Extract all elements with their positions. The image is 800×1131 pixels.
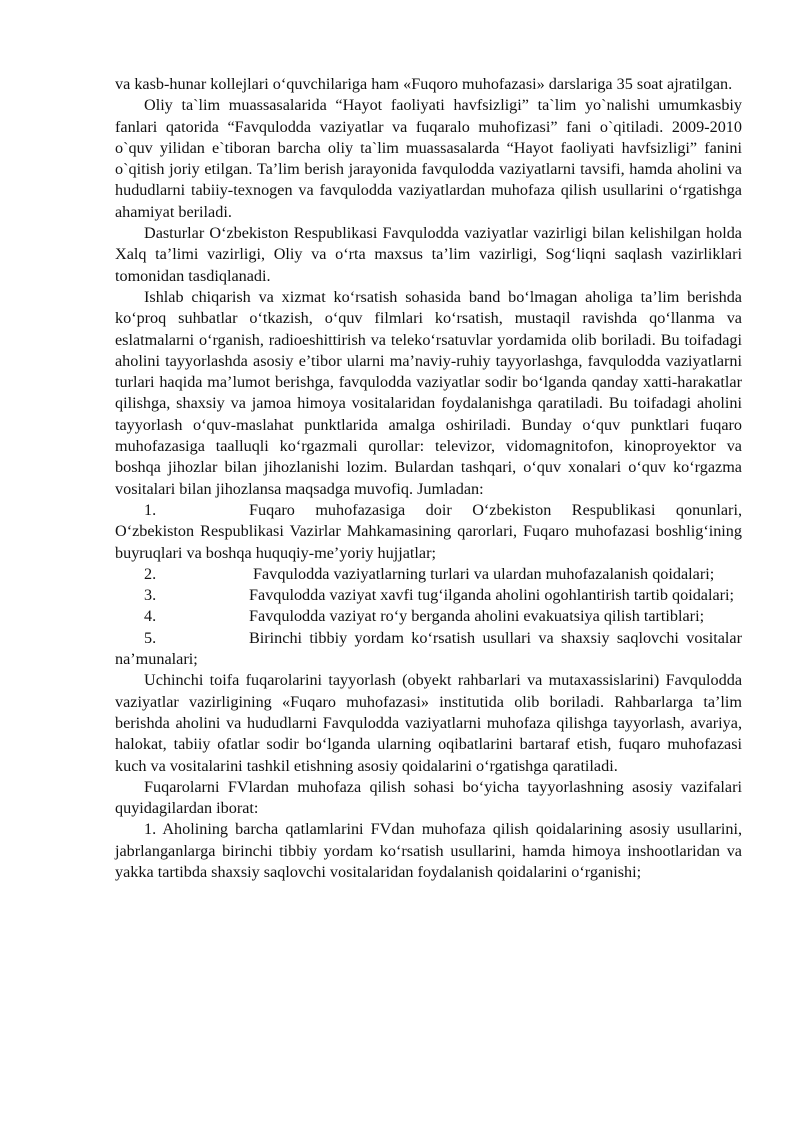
list-item xyxy=(115,500,742,564)
list-text: Fuqaro muhofazasiga doir O‘zbekiston Respublikasi qonunlari, O‘zbekiston Respublikasi Vazirlar Mahkamasining qarorlari, Fuqaro muhofazasi boshlig‘ining buyruqlari va boshqa huquqiy-me’yoriy hujjatlar; xyxy=(115,500,742,562)
list-number: 1. xyxy=(144,500,157,519)
list-item xyxy=(115,606,742,627)
list-text: Favqulodda vaziyatlarning turlari va ulardan muhofazalanish qoidalari; xyxy=(249,564,715,583)
list-item xyxy=(115,564,742,585)
list-number: 4. xyxy=(144,607,157,626)
list-text: Favqulodda vaziyat xavfi tug‘ilganda aholini ogohlantirish tartib qoidalari; xyxy=(249,586,735,605)
document-page xyxy=(115,74,742,883)
list-text: Birinchi tibbiy yordam ko‘rsatish usullari va shaxsiy saqlovchi vositalar na’munalari; xyxy=(115,628,742,669)
paragraph-main-tasks-intro: Fuqarolarni FVlardan muhofaza qilish sohasi bo‘yicha tayyorlashning asosiy vazifalari quyidagilardan iborat: xyxy=(115,777,742,818)
paragraph-higher-education: Oliy ta`lim muassasalarida “Hayot faoliyati havfsizligi” ta`lim yo`nalishi umumkasbiy fanlari qatorida “Favqulodda vaziyatlar va fuqaralo muhofizasi” fani o`qitiladi. 2009-2010 o`quv yilidan e`tiboran barcha oliy ta`lim muassasalarda “Hayot faoliyati havfsizligi” fanini o`qitish joriy etilgan. Ta’lim berish jarayonida favqulodda vaziyatlarni tavsifi, hamda aholini va hududlarni tabiiy-texnogen va favqulodda vaziyatlardan muhofaza qilish usullarini o‘rgatishga ahamiyat beriladi. xyxy=(115,96,742,221)
list-number: 3. xyxy=(144,586,157,605)
paragraph-programs-approval: Dasturlar O‘zbekiston Respublikasi Favqulodda vaziyatlar vazirligi bilan kelishilgan holda Xalq ta’limi vazirligi, Oliy va o‘rta maxsus ta’lim vazirligi, Sog‘liqni saqlash vazirliklari tomonidan tasdiqlanadi. xyxy=(115,224,742,285)
list-item xyxy=(115,628,742,671)
list-number: 5. xyxy=(144,628,157,647)
paragraph-task-1: 1. Aholining barcha qatlamlarini FVdan muhofaza qilish qoidalarining asosiy usullarini, jabrlanganlarga birinchi tibbiy yordam ko‘rsatish usullarini, hamda himoya inshootlaridan va yakka tartibda shaxsiy saqlovchi vositalaridan foydalanish qoidalarini o‘rganishi; xyxy=(115,820,742,881)
list-number: 2. xyxy=(144,564,157,583)
paragraph-third-category: Uchinchi toifa fuqarolarini tayyorlash (obyekt rahbarlari va mutaxassislarini) Favqulodda vaziyatlar vazirligining «Fuqaro muhofazasi» institutida olib boriladi. Rahbarlarga ta’lim berishda aholini va hududlarni Favqulodda vaziyatlarni muhofaza qilishga tayyorlash, avariya, halokat, tabiiy ofatlar sodir bo‘lganda ularning oqibatlarini bartaraf etish, fuqaro muhofazasi kuch va vositalarini tashkil etishning asosiy qoidalarini o‘rgatishga qaratiladi. xyxy=(115,671,742,775)
paragraph-unemployed-population: Ishlab chiqarish va xizmat ko‘rsatish sohasida band bo‘lmagan aholiga ta’lim berishda ko‘proq suhbatlar o‘tkazish, o‘quv filmlari ko‘rsatish, mustaqil ravishda qo‘llanma va eslatmalarni o‘rganish, radioeshittirish va teleko‘rsatuvlar yordamida olib boriladi. Bu toifadagi aholini tayyorlashda asosiy e’tibor ularni ma’naviy-ruhiy tayyorlashga, favqulodda vaziyatlarni turlari haqida ma’lumot berishga, favqulodda vaziyatlar sodir bo‘lganda qanday xatti-harakatlar qilishga, shaxsiy va jamoa himoya vositalaridan foydalanishga qaratiladi. Bu toifadagi aholini tayyorlash o‘quv-maslahat punktlarida amalga oshiriladi. Bunday o‘quv punktlari fuqaro muhofazasiga taalluqli ko‘rgazmali qurollar: televizor, vidomagnitofon, kinoproyektor va boshqa jihozlar bilan jihozlanishi lozim. Bulardan tashqari, o‘quv xonalari o‘quv ko‘rgazma vositalari bilan jihozlansa maqsadga muvofiq. Jumladan: xyxy=(115,287,742,498)
numbered-list xyxy=(115,500,742,670)
list-text: Favqulodda vaziyat ro‘y berganda aholini evakuatsiya qilish tartiblari; xyxy=(249,607,705,626)
list-item xyxy=(115,585,742,606)
paragraph-continuation: va kasb-hunar kollejlari o‘quvchilariga ham «Fuqoro muhofazasi» darslariga 35 soat ajratilgan. xyxy=(115,75,733,93)
